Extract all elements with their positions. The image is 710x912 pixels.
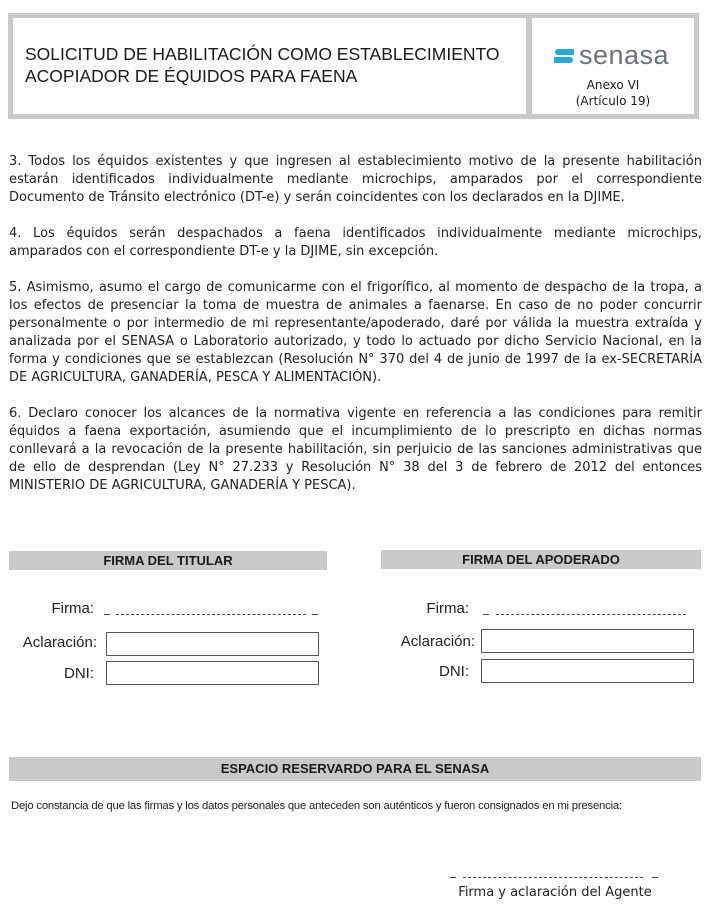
apoderado-dni-field[interactable] [481, 659, 694, 683]
apoderado-firma-line[interactable] [496, 614, 686, 615]
article-label: (Artículo 19) [575, 94, 651, 108]
form-title-line1: SOLICITUD DE HABILITACIÓN COMO ESTABLECIMIENTO [25, 44, 500, 64]
form-title-line2: ACOPIADOR DE ÉQUIDOS PARA FAENA [25, 66, 358, 86]
agent-signature-line[interactable] [463, 877, 643, 878]
titular-dni-label: DNI: [64, 665, 94, 682]
titular-firma-line[interactable] [116, 614, 306, 615]
logo-panel [532, 18, 694, 114]
senasa-logo [554, 40, 689, 70]
paragraph-6: 6. Declaro conocer los alcances de la normativa vigente en referencia a las condiciones para remitir équidos a faena exportación, asumiendo que el incumplimiento de lo prescripto en dichas normas conllevará a la revocación de la presente habilitación, sin perjuicio de las sanciones administrativas que de ello de desprendan (Ley N° 27.233 y Resolución N° 38 del 3 de febrero de 2012 del entonces MINISTERIO DE AGRICULTURA, GANADERÍA Y PESCA). [9, 406, 702, 493]
apoderado-dni-label: DNI: [439, 663, 469, 680]
titular-header: FIRMA DEL TITULAR [9, 551, 327, 570]
paragraph-4: 4. Los équidos serán despachados a faena identificados individualmente mediante microchips, amparados con el correspondiente DT-e y la DJIME, sin excepción. [9, 226, 702, 259]
senasa-logo-icon [554, 48, 574, 64]
paragraph-3: 3. Todos los équidos existentes y que ingresen al establecimiento motivo de la presente habilitación estarán identificados individualmente mediante microchips, amparados por el correspondiente Documento de Tránsito electrónico (DT-e) y serán coincidentes con los declarados en la DJIME. [9, 154, 702, 205]
titular-dni-field[interactable] [106, 661, 319, 685]
document-header [8, 13, 699, 119]
apoderado-firma-label: Firma: [426, 600, 469, 617]
senasa-statement: Dejo constancia de que las firmas y los datos personales que anteceden son auténticos y fueron consignados en mi presencia: [11, 800, 622, 812]
apoderado-aclaracion-label: Aclaración: [400, 633, 475, 650]
senasa-reserved-header: ESPACIO RESERVARDO PARA EL SENASA [9, 757, 701, 781]
apoderado-firma-dash-left [483, 614, 489, 615]
titular-firma-dash-left [104, 614, 110, 615]
agent-signature-label: Firma y aclaración del Agente [458, 885, 652, 900]
titular-aclaracion-field[interactable] [106, 632, 319, 656]
form-title [13, 18, 526, 114]
titular-firma-label: Firma: [51, 600, 94, 617]
senasa-logo-text: senasa [579, 40, 670, 70]
agent-signature-dash-right [652, 877, 658, 878]
titular-aclaracion-label: Aclaración: [22, 634, 97, 651]
titular-firma-dash-right [312, 614, 318, 615]
apoderado-aclaracion-field[interactable] [481, 629, 694, 653]
agent-signature-dash-left [450, 877, 456, 878]
apoderado-header: FIRMA DEL APODERADO [381, 550, 701, 569]
annex-label: Anexo VI [586, 78, 640, 92]
paragraph-5: 5. Asimismo, asumo el cargo de comunicarme con el frigorífico, al momento de despacho de la tropa, a los efectos de presenciar la toma de muestra de animales a faenarse. En caso de no poder concurrir personalmente o por intermedio de mi representante/apoderado, daré por válida la muestra extraída y analizada por el SENASA o Laboratorio autorizado, y todo lo actuado por dicho Servicio Nacional, en la forma y condiciones que se establezcan (Resolución N° 370 del 4 de junio de 1997 de la ex-SECRETARÍA DE AGRICULTURA, GANADERÍA, PESCA Y ALIMENTACIÓN). [9, 280, 702, 385]
